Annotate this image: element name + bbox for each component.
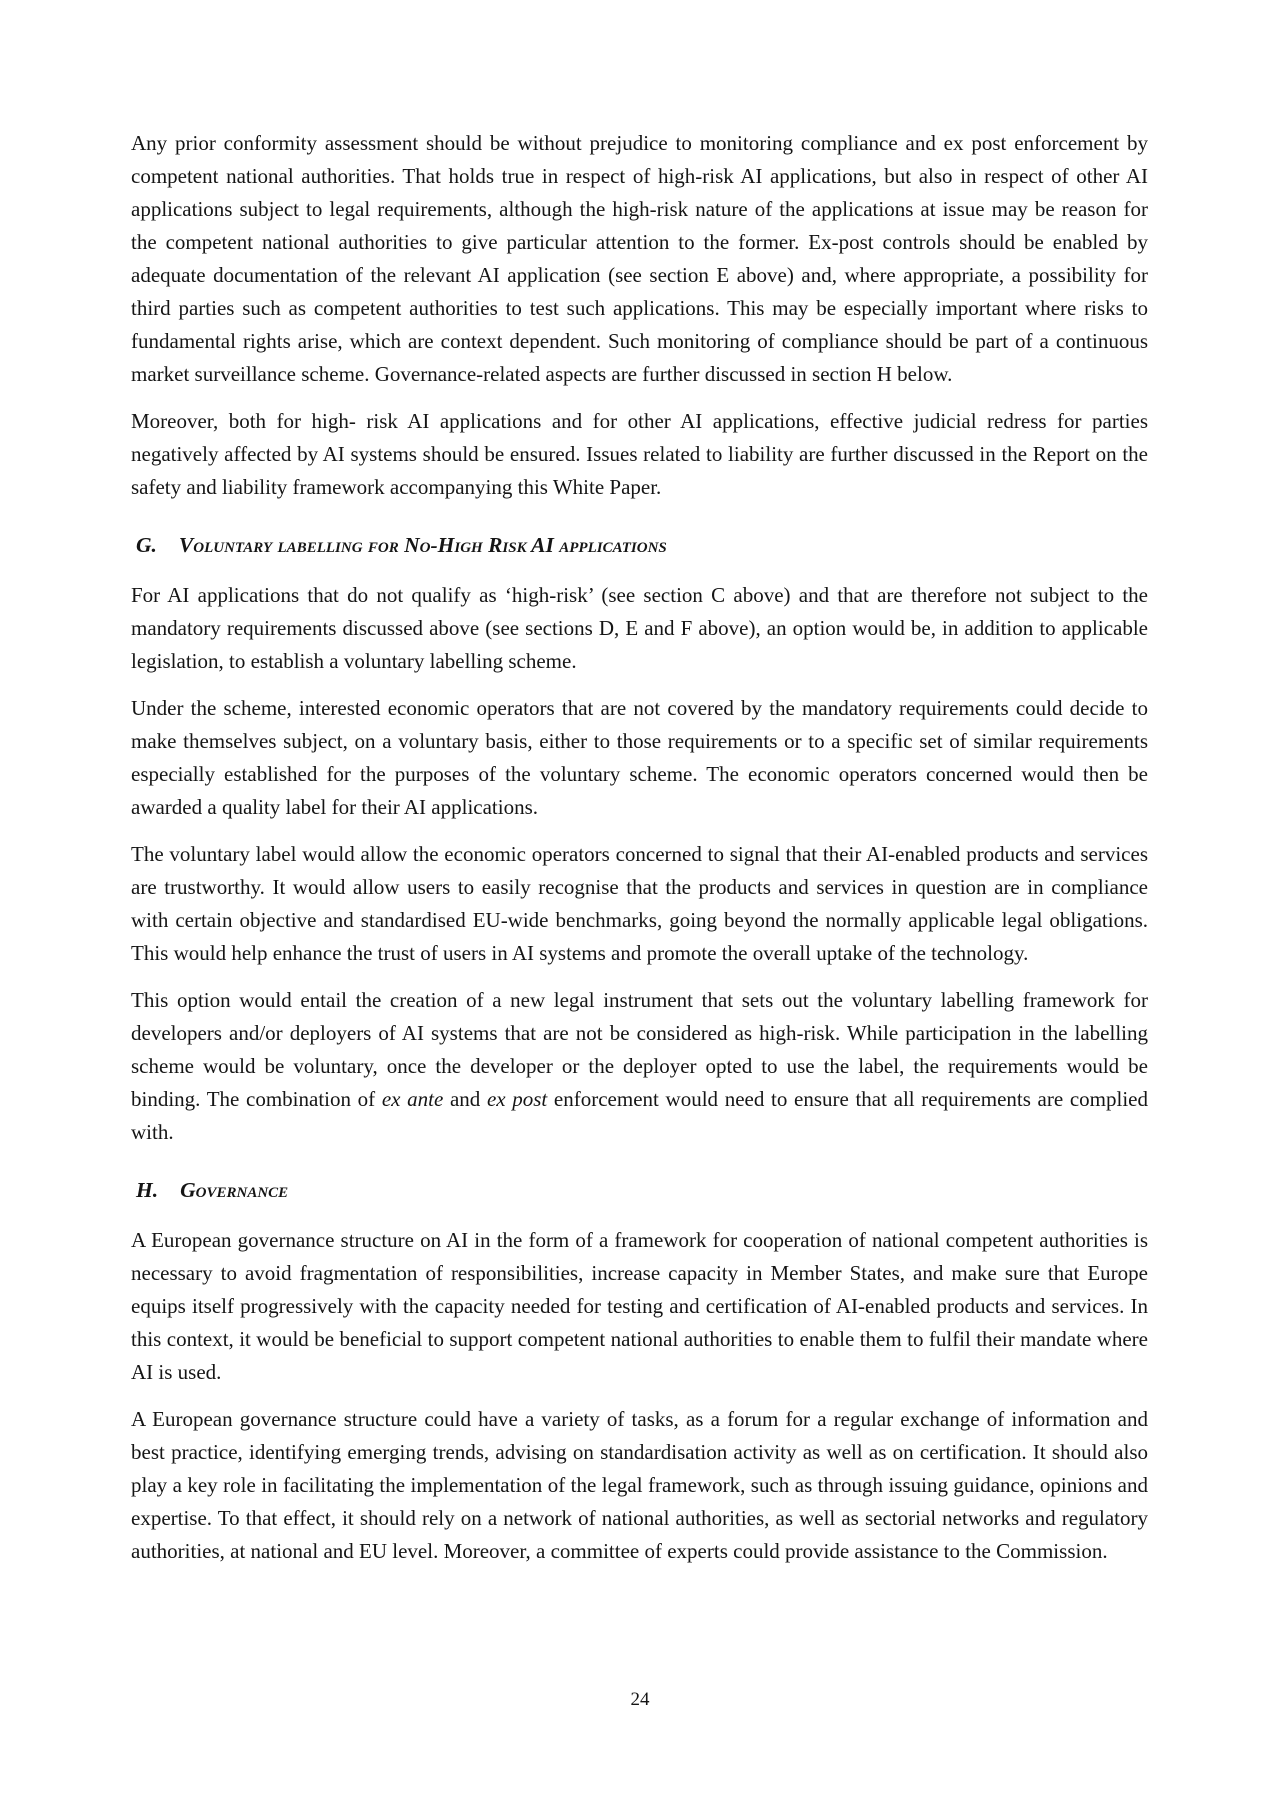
- paragraph-governance-structure: A European governance structure on AI in the form of a framework for cooperation of national competent authorities is necessary to avoid fragmentation of responsibilities, increase capacity in Member States, and make sure that Europe equips itself progressively with the capacity needed for testing and certification of AI-enabled products and services. In this context, it would be beneficial to support competent national authorities to enable them to fulfil their mandate where AI is used.: [131, 1228, 1148, 1384]
- paragraph-segment: and: [443, 1087, 487, 1111]
- latin-term-ex-ante: ex ante: [381, 1087, 444, 1111]
- paragraph-judicial-redress: Moreover, both for high- risk AI applications and for other AI applications, effective judicial redress for parties negatively affected by AI systems should be ensured. Issues related to liability are further discussed in the Report on the safety and liability framework accompanying this White Paper.: [131, 409, 1148, 499]
- paragraph-segment: enforcement would need to ensure that all requirements are complied with.: [131, 1087, 1149, 1144]
- page-number: 24: [630, 1689, 650, 1710]
- section-letter-h: H.: [136, 1178, 159, 1202]
- section-title-governance: Governance: [180, 1178, 289, 1202]
- paragraph-new-legal-instrument: [131, 984, 1148, 1149]
- paragraph-conformity-assessment: Any prior conformity assessment should be without prejudice to monitoring compliance and ex post enforcement by competent national authorities. That holds true in respect of high-risk AI applications, but also in respect of other AI applications subject to legal requirements, although the high-risk nature of the applications at issue may be reason for the competent national authorities to give particular attention to the former. Ex-post controls should be enabled by adequate documentation of the relevant AI application (see section E above) and, where appropriate, a possibility for third parties such as competent authorities to test such applications. This may be especially important where risks to fundamental rights arise, which are context dependent. Such monitoring of compliance should be part of a continuous market surveillance scheme. Governance-related aspects are further discussed in section H below.: [131, 131, 1148, 386]
- latin-term-ex-post: ex post: [486, 1087, 548, 1111]
- section-heading-h: [131, 1174, 1148, 1207]
- section-letter-g: G.: [136, 533, 157, 557]
- paragraph-segment: This option would entail the creation of a new legal instrument that sets out the voluntary labelling framework for developers and/or deployers of AI systems that are not be considered as high-risk. While participation in the labelling scheme would be voluntary, once the developer or the deployer opted to use the label, the requirements would be binding. The combination of: [131, 988, 1148, 1111]
- paragraph-scheme-operators: Under the scheme, interested economic operators that are not covered by the mandatory requirements could decide to make themselves subject, on a voluntary basis, either to those requirements or to a specific set of similar requirements especially established for the purposes of the voluntary scheme. The economic operators concerned would then be awarded a quality label for their AI applications.: [131, 696, 1148, 819]
- paragraph-voluntary-labelling-intro: For AI applications that do not qualify as ‘high-risk’ (see section C above) and that are therefore not subject to the mandatory requirements discussed above (see sections D, E and F above), an option would be, in addition to applicable legislation, to establish a voluntary labelling scheme.: [131, 583, 1148, 673]
- paragraph-voluntary-label-benefits: The voluntary label would allow the economic operators concerned to signal that their AI-enabled products and services are trustworthy. It would allow users to easily recognise that the products and services in question are in compliance with certain objective and standardised EU-wide benchmarks, going beyond the normally applicable legal obligations. This would help enhance the trust of users in AI systems and promote the overall uptake of the technology.: [131, 842, 1148, 965]
- section-title-voluntary-labelling: Voluntary labelling for No-High Risk AI applications: [178, 533, 667, 557]
- section-heading-g: [131, 529, 1148, 562]
- paragraph-governance-tasks: A European governance structure could have a variety of tasks, as a forum for a regular exchange of information and best practice, identifying emerging trends, advising on standardisation activity as well as on certification. It should also play a key role in facilitating the implementation of the legal framework, such as through issuing guidance, opinions and expertise. To that effect, it should rely on a network of national authorities, as well as sectorial networks and regulatory authorities, at national and EU level. Moreover, a committee of experts could provide assistance to the Commission.: [131, 1407, 1148, 1563]
